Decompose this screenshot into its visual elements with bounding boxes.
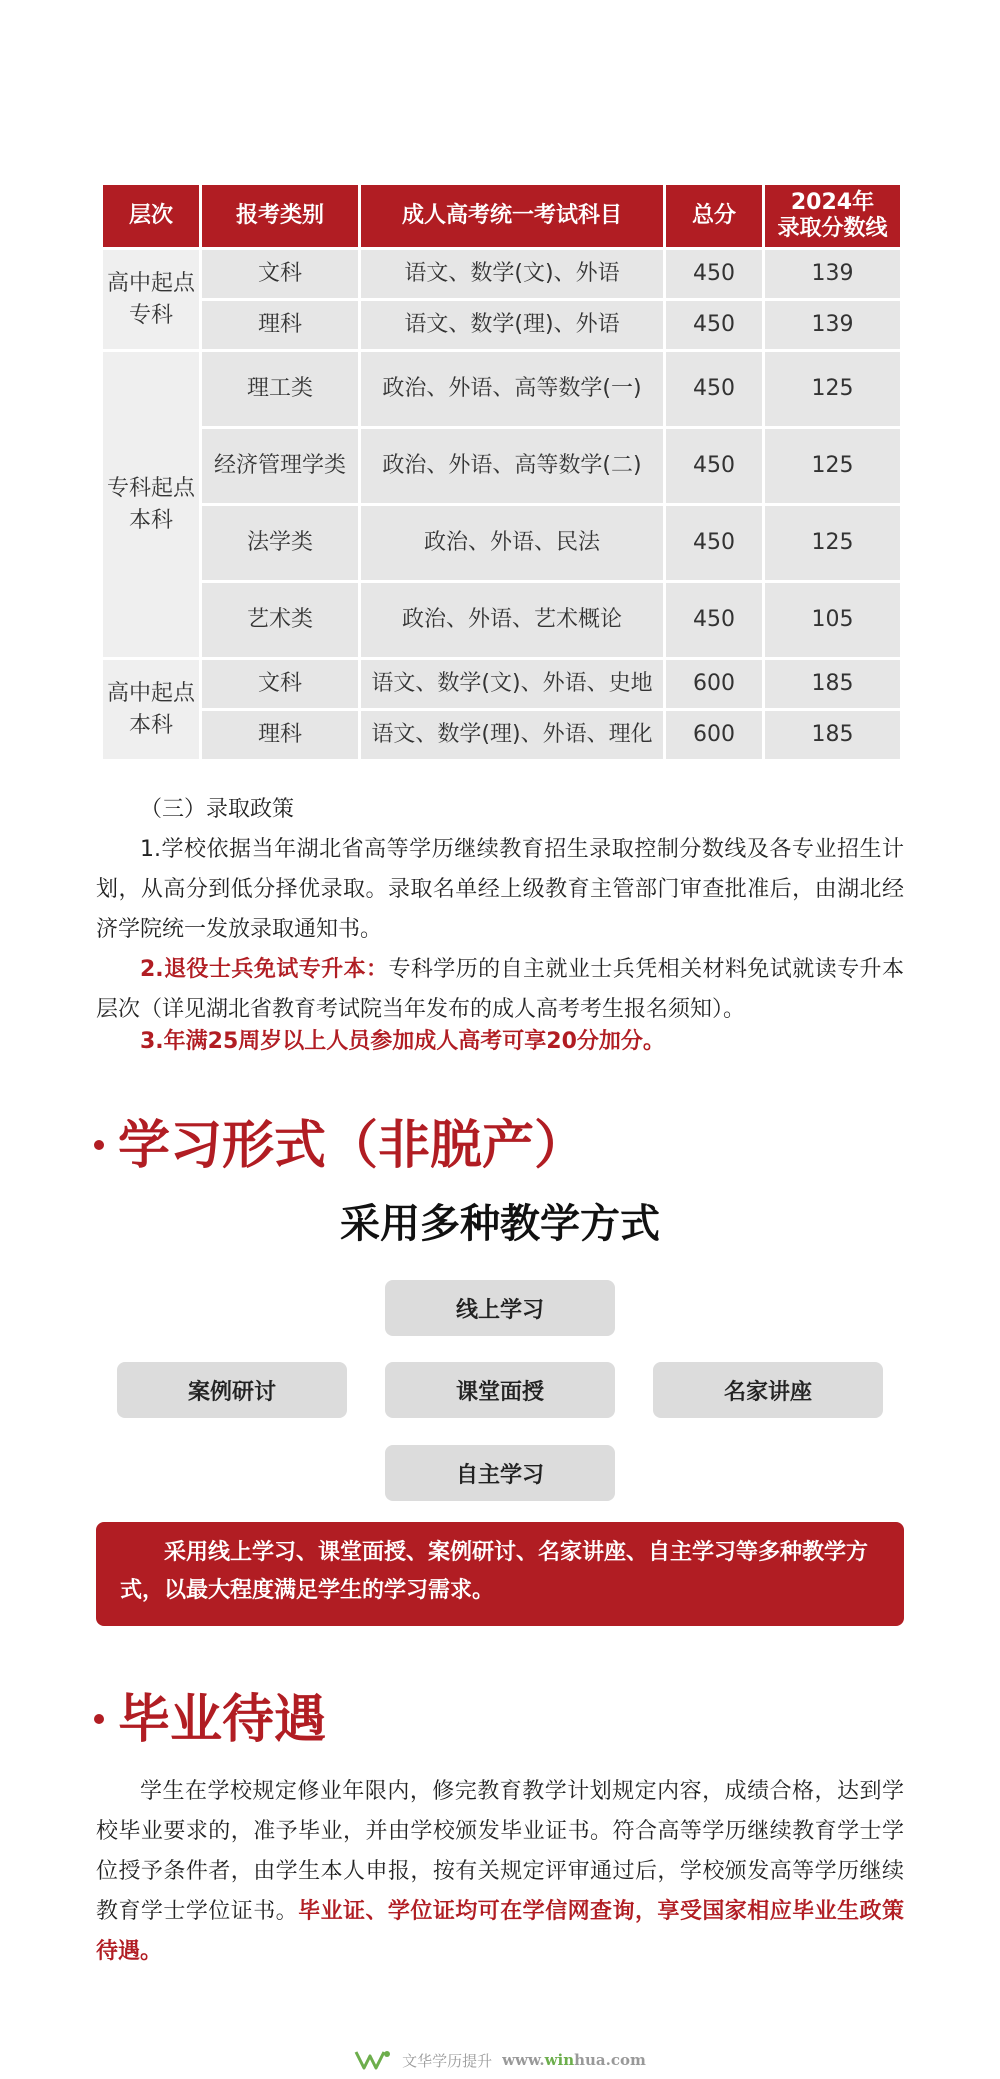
winhua-logo-icon [354, 2048, 394, 2072]
header-total: 总分 [666, 185, 762, 247]
subjects-cell: 政治、外语、民法 [361, 506, 663, 580]
method-case-study: 案例研讨 [117, 1362, 347, 1418]
table-header-row [103, 185, 900, 247]
graduation-text: 学生在学校规定修业年限内，修完教育教学计划规定内容，成绩合格，达到学校毕业要求的，准予毕业，并由学校颁发毕业证书。符合高等学历继续教育学士学位授予条件者，由学生本人申报，按有关规定评审通过后，学校颁发高等学历继续教育学士学位证书。 [96, 1779, 904, 1924]
graduation-highlight: 毕业证、学位证均可在学信网查询，享受国家相应毕业生政策待遇。 [96, 1899, 904, 1964]
policy-paragraph-2-text: 专科学历的自主就业士兵凭相关材料免试就读专升本层次（详见湖北省教育考试院当年发布的成人高考考生报名须知）。 [96, 957, 904, 1022]
subjects-cell: 政治、外语、高等数学(二) [361, 429, 663, 503]
table-row [103, 506, 900, 580]
category-cell: 法学类 [202, 506, 358, 580]
category-cell: 理科 [202, 301, 358, 349]
table-row [103, 711, 900, 759]
admission-score-table [100, 182, 903, 762]
policy-heading: （三）录取政策 [140, 797, 295, 822]
method-online: 线上学习 [385, 1280, 615, 1336]
dot-bullet-icon [94, 1714, 104, 1724]
dot-bullet-icon [94, 1140, 104, 1150]
graduation-paragraph [96, 1772, 904, 1972]
score-cell: 185 [765, 660, 900, 708]
graduation-title: 毕业待遇 [94, 1690, 326, 1750]
category-cell: 理工类 [202, 352, 358, 426]
score-cell: 139 [765, 301, 900, 349]
policy-paragraph-2 [96, 950, 904, 1030]
score-cell: 125 [765, 429, 900, 503]
footer-website-link[interactable]: www.winhua.com [502, 2051, 646, 2069]
study-subtitle: 采用多种教学方式 [340, 1200, 660, 1247]
level-cell: 专科起点 本科 [103, 352, 199, 657]
subjects-cell: 政治、外语、艺术概论 [361, 583, 663, 657]
table-row [103, 250, 900, 298]
header-score-line: 2024年 录取分数线 [765, 185, 900, 247]
subjects-cell: 语文、数学(文)、外语、史地 [361, 660, 663, 708]
policy-paragraph-2-highlight: 2.退役士兵免试专升本： [140, 957, 389, 982]
score-cell: 125 [765, 506, 900, 580]
total-cell: 450 [666, 301, 762, 349]
total-cell: 600 [666, 660, 762, 708]
category-cell: 理科 [202, 711, 358, 759]
total-cell: 450 [666, 506, 762, 580]
total-cell: 450 [666, 250, 762, 298]
total-cell: 450 [666, 352, 762, 426]
score-cell: 125 [765, 352, 900, 426]
total-cell: 600 [666, 711, 762, 759]
category-cell: 文科 [202, 250, 358, 298]
score-cell: 185 [765, 711, 900, 759]
header-level: 层次 [103, 185, 199, 247]
table-row [103, 583, 900, 657]
footer [0, 2048, 1000, 2072]
table-row [103, 429, 900, 503]
category-cell: 经济管理学类 [202, 429, 358, 503]
table-row [103, 660, 900, 708]
study-form-title: 学习形式（非脱产） [94, 1116, 586, 1176]
score-cell: 105 [765, 583, 900, 657]
study-notice-box: 采用线上学习、课堂面授、案例研讨、名家讲座、自主学习等多种教学方式，以最大程度满足学生的学习需求。 [96, 1522, 904, 1626]
table-row [103, 352, 900, 426]
subjects-cell: 语文、数学(文)、外语 [361, 250, 663, 298]
total-cell: 450 [666, 429, 762, 503]
category-cell: 艺术类 [202, 583, 358, 657]
policy-paragraph-1: 1.学校依据当年湖北省高等学历继续教育招生录取控制分数线及各专业招生计划，从高分到低分择优录取。录取名单经上级教育主管部门审查批准后，由湖北经济学院统一发放录取通知书。 [96, 837, 904, 942]
method-classroom: 课堂面授 [385, 1362, 615, 1418]
total-cell: 450 [666, 583, 762, 657]
subjects-cell: 政治、外语、高等数学(一) [361, 352, 663, 426]
policy-paragraph-3: 3.年满25周岁以上人员参加成人高考可享20分加分。 [140, 1029, 665, 1054]
footer-brand: 文华学历提升 [402, 2051, 493, 2070]
header-subjects: 成人高考统一考试科目 [361, 185, 663, 247]
level-cell: 高中起点 本科 [103, 660, 199, 759]
subjects-cell: 语文、数学(理)、外语 [361, 301, 663, 349]
table-row [103, 301, 900, 349]
method-self-study: 自主学习 [385, 1445, 615, 1501]
level-cell: 高中起点 专科 [103, 250, 199, 349]
header-category: 报考类别 [202, 185, 358, 247]
category-cell: 文科 [202, 660, 358, 708]
method-lecture: 名家讲座 [653, 1362, 883, 1418]
subjects-cell: 语文、数学(理)、外语、理化 [361, 711, 663, 759]
score-cell: 139 [765, 250, 900, 298]
